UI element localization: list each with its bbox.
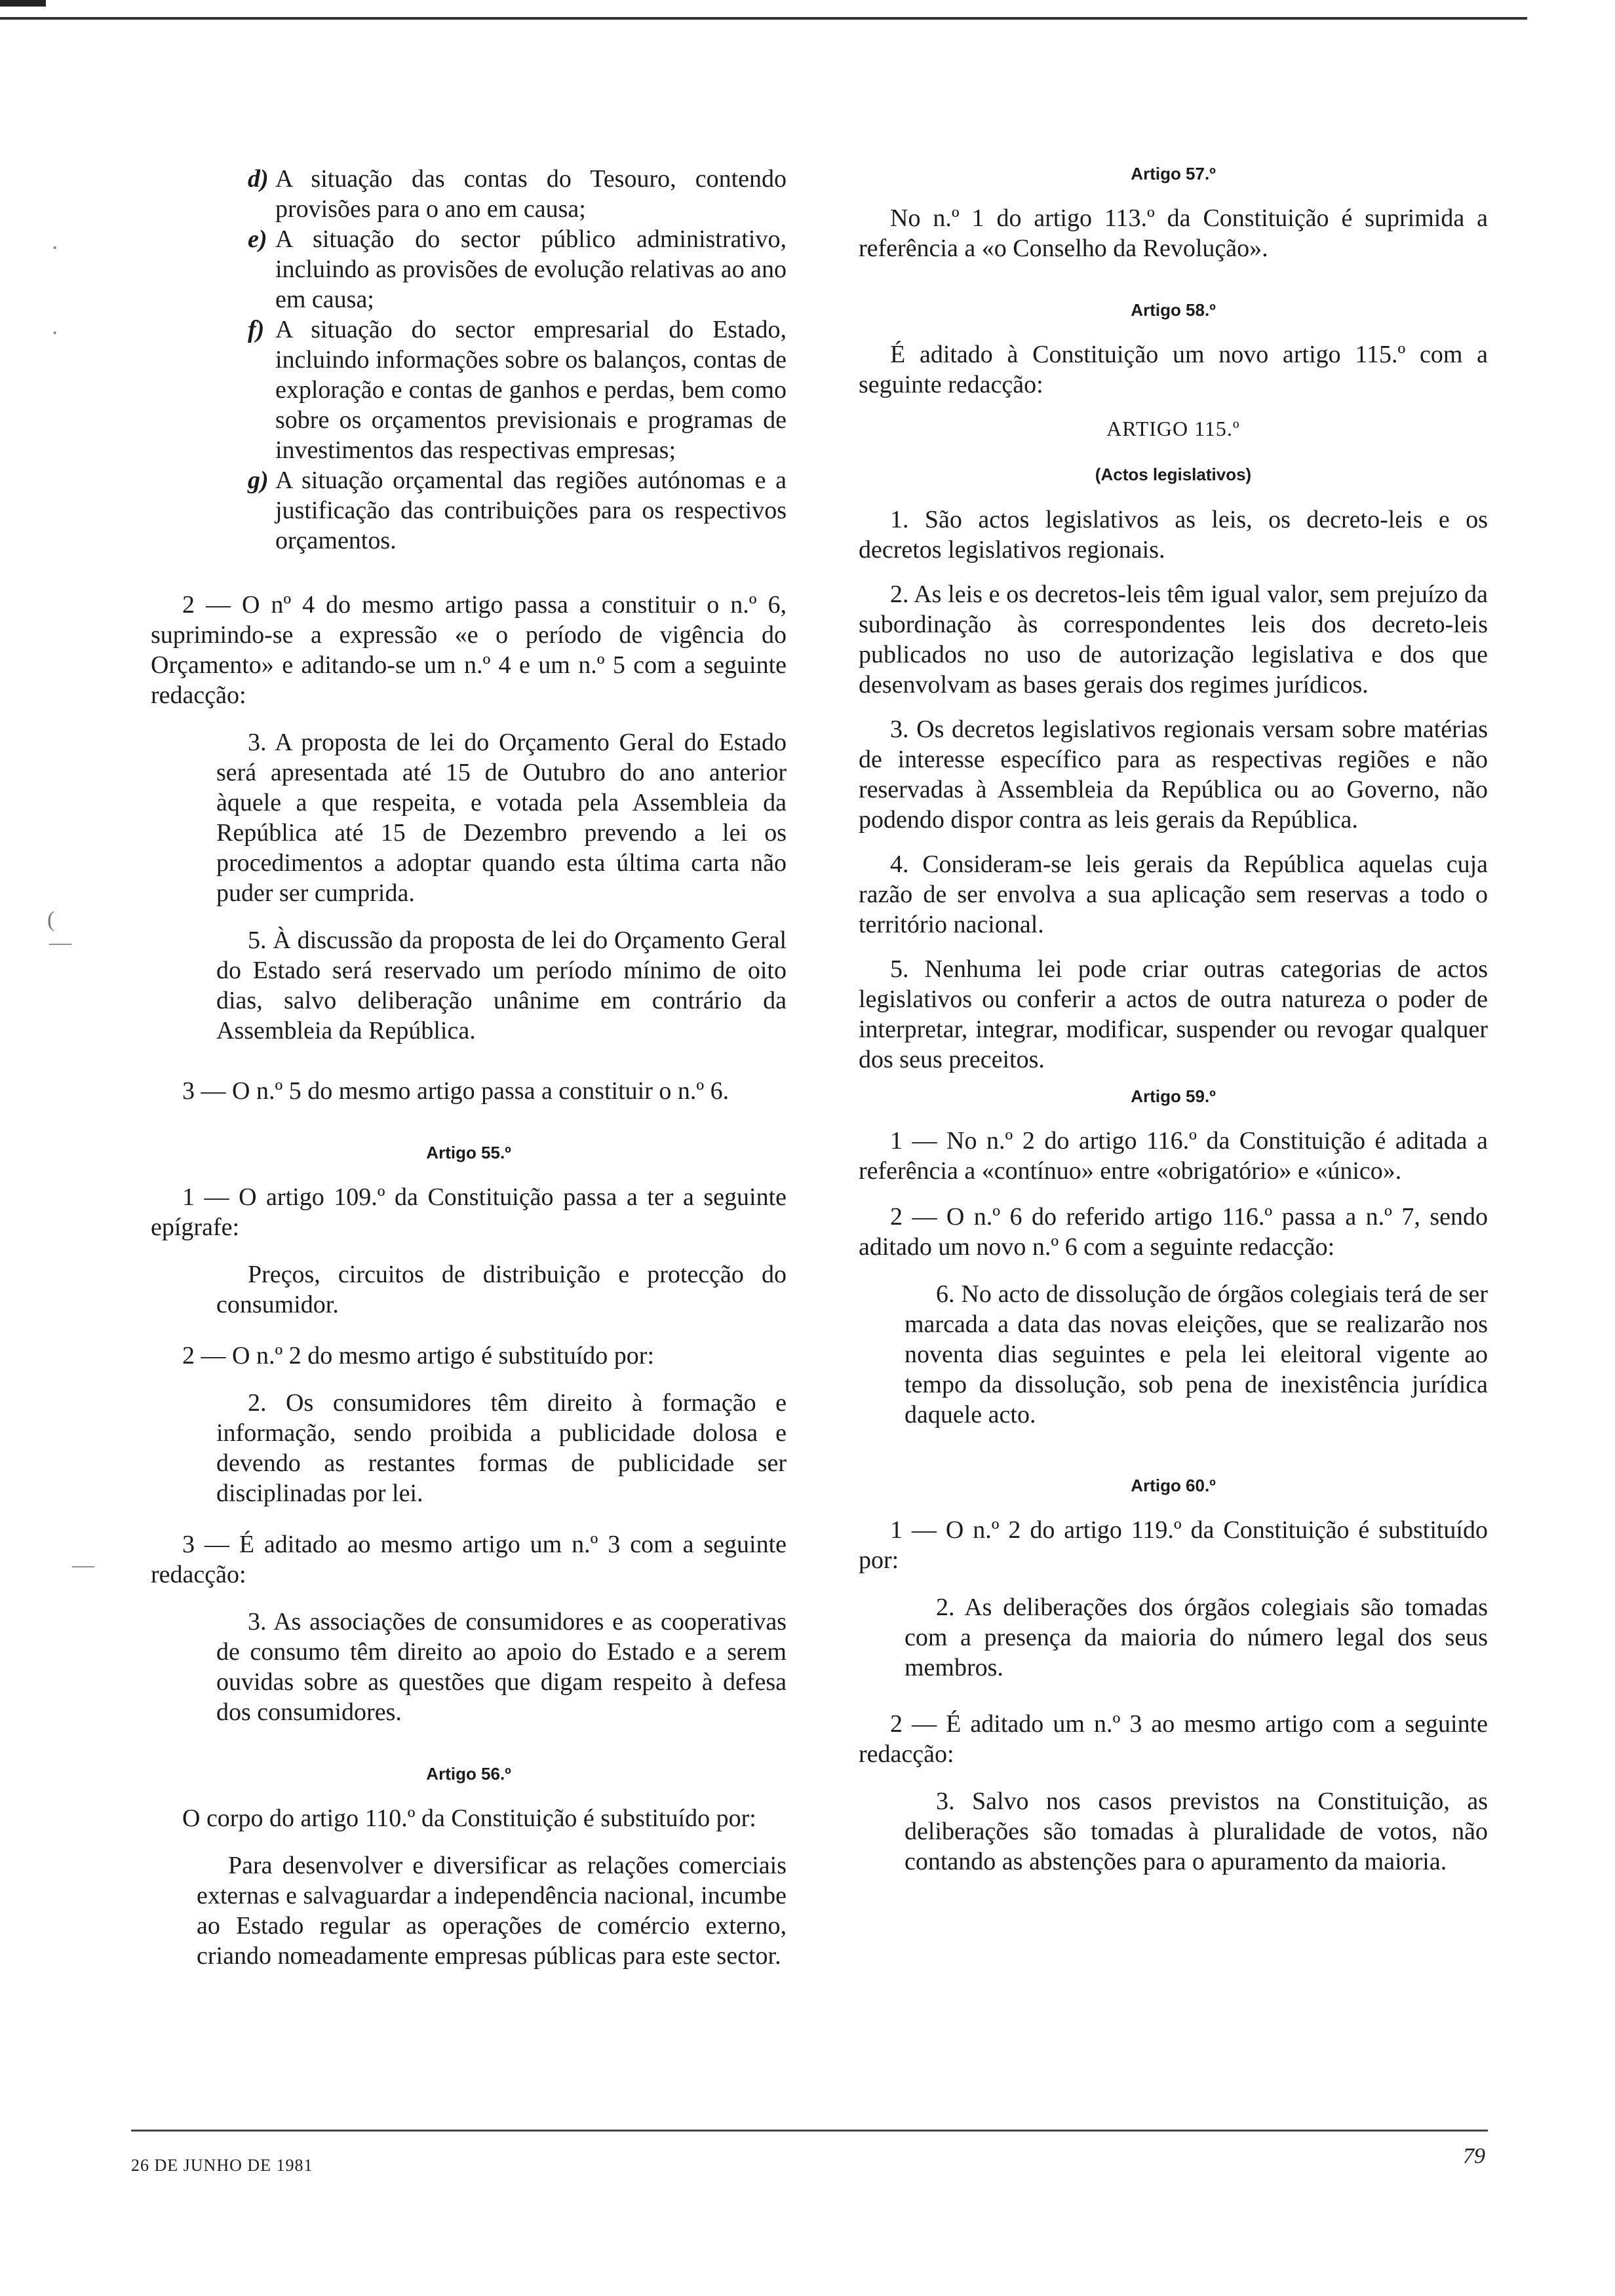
scan-edge-mark [0, 0, 46, 7]
alinea-letter: e) [248, 225, 267, 253]
paragraph: O corpo do artigo 110.º da Constituição é substituído por: [182, 1805, 756, 1832]
quoted-paragraph: Preços, circuitos de distribuição e protecção do consumidor. [216, 1261, 787, 1318]
quoted-paragraph: 1. São actos legislativos as leis, os decreto-leis e os decretos legislativos regionais. [859, 506, 1488, 564]
top-rule [0, 17, 1527, 20]
alinea-text: A situação das contas do Tesouro, contendo provisões para o ano em causa; [275, 165, 787, 223]
quoted-paragraph: 4. Consideram-se leis gerais da República aquelas cuja razão de ser envolva a sua aplicação sem reservas a todo o território nacional. [859, 851, 1488, 938]
alinea-letter: f) [248, 316, 265, 343]
alinea-letter: g) [248, 467, 269, 494]
article-heading: Artigo 56.º [426, 1764, 511, 1784]
quoted-paragraph: 3. A proposta de lei do Orçamento Geral do Estado será apresentada até 15 de Outubro do ano anterior àquele a que respeita, e votada pela Assembleia da República até 15 de Dezembro prevendo a lei os procedimentos a adoptar quando esta última carta não puder ser cumprida. [216, 729, 787, 907]
paragraph: 2 — O nº 4 do mesmo artigo passa a constituir o n.º 6, suprimindo-se a expressão «e o período de vigência do Orçamento» e aditando-se um n.º 4 e um n.º 5 com a seguinte redacção: [151, 591, 787, 709]
alinea-text: A situação do sector empresarial do Estado, incluindo informações sobre os balanços, contas de exploração e contas de ganhos e perdas, bem como sobre os orçamentos previsionais e programas de investimentos das respectivas empresas; [275, 316, 787, 464]
new-article-title: ARTIGO 115.º [1106, 417, 1240, 440]
alinea-item [248, 164, 787, 224]
quoted-paragraph: 3. Salvo nos casos previstos na Constituição, as deliberações são tomadas à pluralidade de votos, não contando as abstenções para o apuramento da maioria. [905, 1788, 1488, 1875]
margin-mark: ( [47, 908, 55, 932]
paragraph: 2 — O n.º 2 do mesmo artigo é substituído por: [182, 1342, 655, 1369]
new-article-epigraph: (Actos legislativos) [1095, 465, 1252, 484]
quoted-paragraph: 6. No acto de dissolução de órgãos colegiais terá de ser marcada a data das novas eleições, que se realizarão nos noventa dias seguintes e pela lei eleitoral vigente ao tempo da dissolução, sob pena de inexistência jurídica daquele acto. [905, 1280, 1488, 1428]
margin-mark: · [51, 236, 59, 260]
alinea-item [248, 465, 787, 556]
paragraph: 3 — O n.º 5 do mesmo artigo passa a constituir o n.º 6. [182, 1077, 730, 1105]
paragraph: É aditado à Constituição um novo artigo 115.º com a seguinte redacção: [859, 341, 1488, 398]
alinea-item [248, 224, 787, 315]
left-column [151, 164, 787, 1971]
paragraph: 2 — É aditado um n.º 3 ao mesmo artigo com a seguinte redacção: [859, 1710, 1488, 1768]
article-heading: Artigo 59.º [1131, 1086, 1216, 1106]
margin-mark: · [51, 321, 59, 345]
article-heading: Artigo 55.º [426, 1143, 511, 1162]
paragraph: 3 — É aditado ao mesmo artigo um n.º 3 com a seguinte redacção: [151, 1531, 787, 1588]
quoted-paragraph: Para desenvolver e diversificar as relações comerciais externas e salvaguardar a independência nacional, incumbe ao Estado regular as operações de comércio externo, criando nomeadamente empresas públicas para este sector. [197, 1852, 787, 1970]
quoted-paragraph: 2. As leis e os decretos-leis têm igual valor, sem prejuízo da subordinação às correspondentes leis dos decreto-leis publicados no uso de autorização legislativa e dos que desenvolvam as bases gerais dos regimes jurídicos. [859, 581, 1488, 698]
article-heading: Artigo 60.º [1131, 1476, 1216, 1495]
paragraph: 1 — No n.º 2 do artigo 116.º da Constituição é aditada a referência a «contínuo» entre «obrigatório» e «único». [859, 1127, 1488, 1185]
alinea-item [248, 315, 787, 465]
paragraph: 2 — O n.º 6 do referido artigo 116.º passa a n.º 7, sendo aditado um novo n.º 6 com a seguinte redacção: [859, 1203, 1488, 1261]
margin-mark: — [72, 1553, 94, 1577]
margin-mark: — [49, 930, 71, 955]
paragraph: No n.º 1 do artigo 113.º da Constituição é suprimida a referência a «o Conselho da Revolução». [859, 204, 1488, 262]
quoted-paragraph: 3. As associações de consumidores e as cooperativas de consumo têm direito ao apoio do Estado e a serem ouvidas sobre as questões que digam respeito à defesa dos consumidores. [216, 1608, 787, 1726]
quoted-paragraph: 3. Os decretos legislativos regionais versam sobre matérias de interesse específico para as respectivas regiões e não reservadas à Assembleia da República ou ao Governo, não podendo dispor contra as leis gerais da República. [859, 716, 1488, 833]
alinea-text: A situação orçamental das regiões autónomas e a justificação das contribuições para os respectivos orçamentos. [275, 467, 787, 554]
footer-date: 26 DE JUNHO DE 1981 [131, 2156, 313, 2175]
footer-rule [131, 2130, 1488, 2132]
alinea-text: A situação do sector público administrativo, incluindo as provisões de evolução relativas ao ano em causa; [275, 225, 787, 313]
quoted-paragraph: 5. Nenhuma lei pode criar outras categorias de actos legislativos ou conferir a actos de outra natureza o poder de interpretar, integrar, modificar, suspender ou revogar qualquer dos seus preceitos. [859, 955, 1488, 1073]
paragraph: 1 — O n.º 2 do artigo 119.º da Constituição é substituído por: [859, 1516, 1488, 1574]
article-heading: Artigo 57.º [1131, 164, 1216, 183]
alinea-list [151, 164, 787, 556]
right-column [859, 164, 1488, 1877]
quoted-paragraph: 2. Os consumidores têm direito à formação e informação, sendo proibida a publicidade dolosa e devendo as restantes formas de publicidade ser disciplinadas por lei. [216, 1389, 787, 1507]
alinea-letter: d) [248, 165, 269, 193]
article-heading: Artigo 58.º [1131, 300, 1216, 320]
quoted-paragraph: 5. À discussão da proposta de lei do Orçamento Geral do Estado será reservado um período mínimo de oito dias, salvo deliberação unânime em contrário da Assembleia da República. [216, 927, 787, 1044]
paragraph: 1 — O artigo 109.º da Constituição passa a ter a seguinte epígrafe: [151, 1183, 787, 1241]
page-number: 79 [1463, 2144, 1485, 2168]
quoted-paragraph: 2. As deliberações dos órgãos colegiais são tomadas com a presença da maioria do número legal dos seus membros. [905, 1594, 1488, 1681]
